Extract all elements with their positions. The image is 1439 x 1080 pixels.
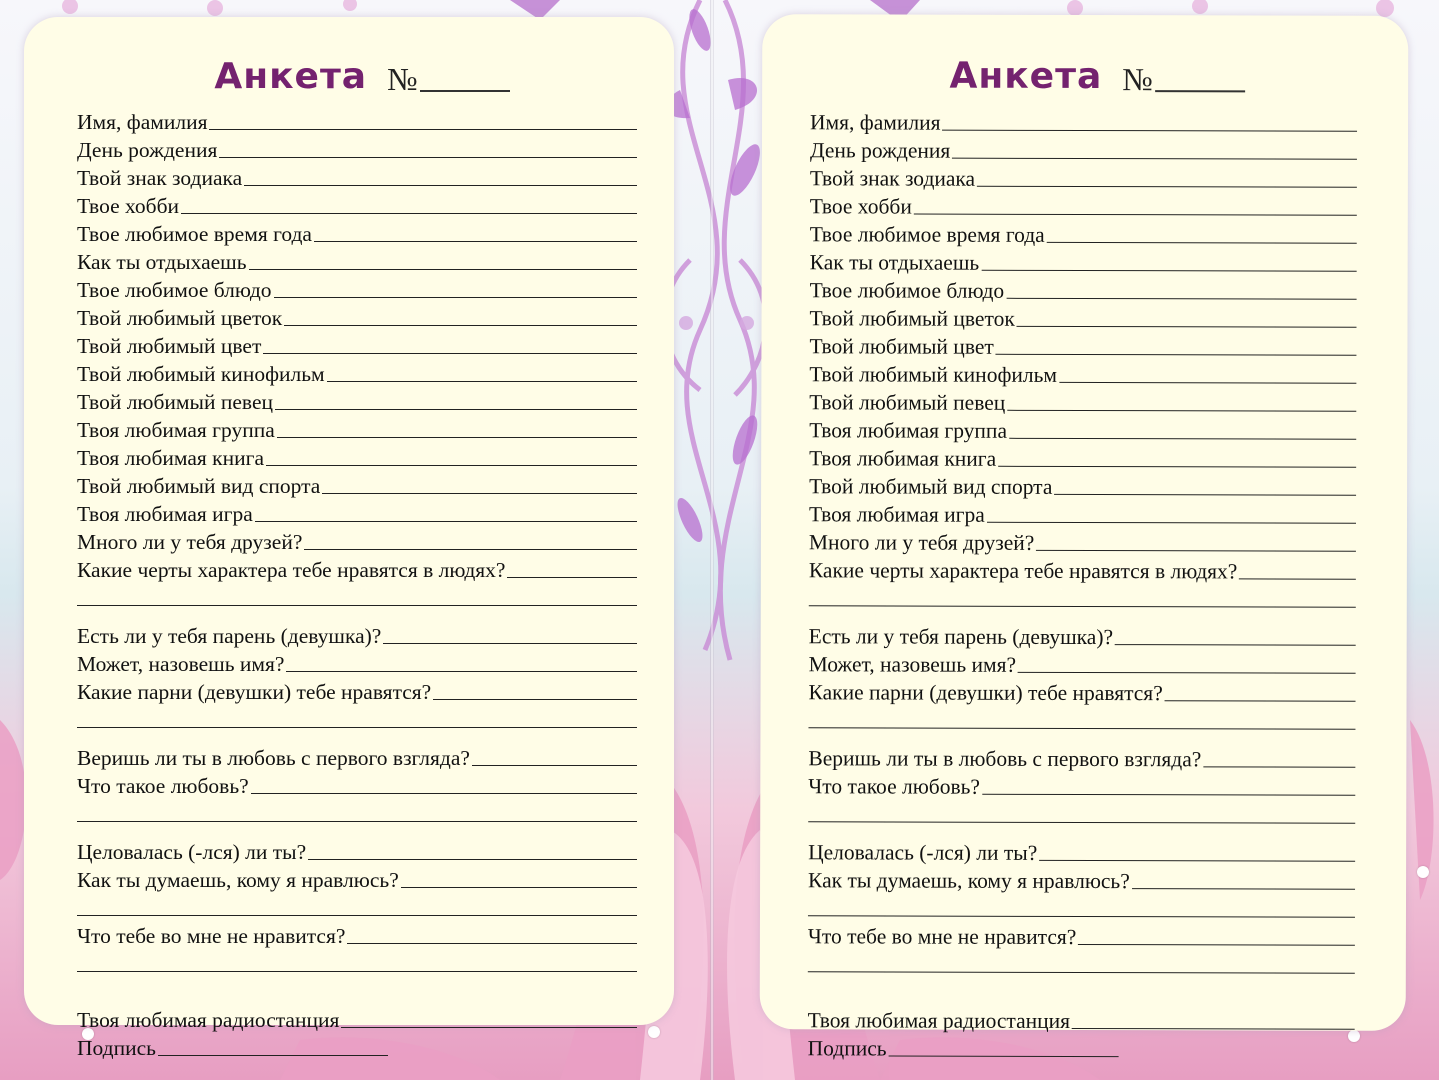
question-label: Как ты думаешь, кому я нравлюсь? (77, 867, 399, 892)
question-label: Твое любимое блюдо (809, 277, 1005, 303)
question-row (809, 329, 1356, 358)
answer-line-extra[interactable] (808, 947, 1355, 976)
answer-line[interactable] (383, 643, 637, 644)
question-label: Твоя любимая книга (809, 445, 997, 471)
question-label: Что тебе во мне не нравится? (77, 923, 346, 948)
question-label: Твой любимый цвет (809, 333, 994, 359)
question-label: Как ты думаешь, кому я нравлюсь? (808, 867, 1130, 893)
question-row (77, 385, 637, 413)
question-label: Твое хобби (77, 193, 180, 218)
answer-line[interactable] (808, 915, 1355, 917)
answer-line[interactable] (914, 214, 1357, 216)
question-row (77, 105, 637, 133)
answer-line[interactable] (1017, 326, 1357, 328)
answer-line[interactable] (1203, 766, 1355, 767)
question-row (808, 769, 1355, 798)
question-label: Есть ли у тебя парень (девушка)? (77, 623, 382, 648)
question-row (77, 741, 637, 769)
answer-line[interactable] (981, 270, 1356, 272)
answer-line[interactable] (244, 185, 637, 186)
question-label: Какие парни (девушки) тебе нравятся? (808, 679, 1163, 705)
question-row (809, 525, 1356, 554)
answer-line[interactable] (1054, 494, 1356, 496)
answer-line[interactable] (1009, 438, 1356, 440)
answer-line[interactable] (322, 493, 637, 494)
question-row (77, 497, 637, 525)
answer-line[interactable] (284, 325, 637, 326)
answer-line[interactable] (952, 158, 1357, 160)
row-gap (77, 609, 637, 619)
answer-line[interactable] (1007, 410, 1356, 412)
question-row (77, 863, 637, 891)
question-row (809, 357, 1356, 386)
answer-line[interactable] (255, 521, 637, 522)
answer-line-extra[interactable] (77, 947, 637, 975)
question-row (810, 217, 1357, 246)
question-row (77, 1003, 637, 1031)
question-row (77, 769, 637, 797)
question-row (77, 217, 637, 245)
answer-line[interactable] (219, 157, 637, 158)
answer-line[interactable] (308, 859, 637, 860)
answer-line[interactable] (1132, 888, 1355, 890)
answer-line[interactable] (433, 699, 637, 700)
question-list (77, 105, 637, 1059)
question-label: Твой знак зодиака (77, 165, 243, 190)
question-row (809, 675, 1356, 704)
answer-line-extra[interactable] (808, 703, 1355, 732)
answer-line[interactable] (996, 354, 1357, 356)
row-gap (77, 975, 637, 1003)
question-row (808, 1003, 1355, 1032)
answer-line[interactable] (263, 353, 637, 354)
answer-line[interactable] (277, 437, 637, 438)
question-row (77, 189, 637, 217)
question-row (77, 919, 637, 947)
answer-line[interactable] (943, 130, 1358, 132)
question-label: Целовалась (-лся) ли ты? (77, 839, 307, 864)
question-row (77, 301, 637, 329)
question-label: Как ты отдыхаешь (809, 249, 980, 275)
answer-line[interactable] (181, 213, 637, 214)
answer-line[interactable] (266, 465, 637, 466)
question-label: Много ли у тебя друзей? (808, 529, 1035, 555)
answer-line[interactable] (808, 821, 1355, 823)
question-row (77, 619, 637, 647)
question-label: Твой знак зодиака (809, 165, 976, 191)
question-label: Веришь ли ты в любовь с первого взгляда? (808, 745, 1202, 771)
questionnaire-page-right (760, 14, 1409, 1060)
page-header (24, 37, 674, 95)
answer-line[interactable] (209, 129, 637, 130)
answer-line-extra[interactable] (808, 797, 1355, 826)
number-sign: № (387, 61, 418, 97)
question-label: Подпись (77, 1035, 156, 1060)
question-row (810, 161, 1357, 190)
answer-line-extra[interactable] (77, 703, 637, 731)
question-label: Твоя любимая группа (77, 417, 275, 442)
question-label: Что такое любовь? (808, 773, 981, 799)
answer-line[interactable] (507, 577, 637, 578)
question-row (77, 245, 637, 273)
answer-line[interactable] (341, 1027, 637, 1028)
page-title: Анкета (949, 55, 1103, 98)
question-row (808, 919, 1355, 948)
question-label: Подпись (807, 1035, 887, 1060)
answer-line-extra[interactable] (77, 797, 637, 825)
answer-line-extra[interactable] (77, 581, 637, 609)
answer-line[interactable] (1039, 860, 1355, 862)
decorative-dot (1417, 866, 1429, 878)
question-label: Имя, фамилия (77, 109, 208, 134)
question-row (809, 469, 1356, 498)
question-label: Твоя любимая игра (77, 501, 253, 526)
answer-line[interactable] (274, 297, 637, 298)
question-row (809, 497, 1356, 526)
question-row (809, 413, 1356, 442)
question-row (77, 441, 637, 469)
questionnaire-page-left (24, 17, 674, 1060)
answer-line[interactable] (1006, 298, 1356, 300)
question-list (808, 105, 1357, 1060)
question-row (77, 133, 637, 161)
question-label: Твой любимый цветок (77, 305, 283, 330)
answer-line[interactable] (347, 943, 637, 944)
question-row (77, 835, 637, 863)
question-row (810, 105, 1357, 134)
question-label: Твое любимое время года (77, 221, 312, 246)
answer-line[interactable] (987, 522, 1356, 524)
question-row (808, 741, 1355, 770)
question-label: Может, назовешь имя? (77, 651, 285, 676)
question-row (77, 161, 637, 189)
answer-line[interactable] (1072, 1028, 1355, 1030)
question-label: Что такое любовь? (77, 773, 249, 798)
question-row (77, 647, 637, 675)
answer-line[interactable] (977, 186, 1357, 188)
question-label: Что тебе во мне не нравится? (807, 923, 1077, 949)
question-label: Какие черты характера тебе нравятся в людях? (808, 557, 1238, 583)
book-spine (710, 0, 714, 1080)
question-label: Целовалась (-лся) ли ты? (808, 839, 1038, 865)
answer-line[interactable] (286, 671, 637, 672)
answer-line[interactable] (808, 727, 1355, 729)
decorative-dot (648, 1026, 660, 1038)
answer-line[interactable] (251, 793, 637, 794)
answer-line-extra[interactable] (809, 581, 1356, 610)
row-gap (77, 731, 637, 741)
question-label: Есть ли у тебя парень (девушка)? (808, 623, 1114, 649)
question-label: Может, назовешь имя? (808, 651, 1017, 677)
question-label: Твое любимое время года (809, 221, 1045, 247)
question-row (77, 1031, 637, 1059)
answer-line[interactable] (1059, 382, 1356, 384)
answer-line[interactable] (158, 1055, 388, 1056)
question-label: Твой любимый певец (809, 389, 1006, 415)
answer-line[interactable] (472, 765, 637, 766)
question-label: Много ли у тебя друзей? (77, 529, 303, 554)
question-row (77, 469, 637, 497)
question-row (808, 863, 1355, 892)
question-row (808, 835, 1355, 864)
answer-line[interactable] (327, 381, 637, 382)
question-label: Имя, фамилия (810, 109, 941, 135)
number-sign: № (1122, 61, 1153, 98)
row-gap (808, 975, 1355, 1004)
answer-line[interactable] (77, 727, 637, 728)
question-row (77, 273, 637, 301)
answer-line[interactable] (809, 605, 1356, 607)
question-row (809, 647, 1356, 676)
question-label: Твоя любимая книга (77, 445, 264, 470)
answer-line[interactable] (304, 549, 637, 550)
question-row (810, 245, 1357, 274)
answer-line[interactable] (1047, 242, 1357, 244)
question-label: Какие парни (девушки) тебе нравятся? (77, 679, 432, 704)
question-row (810, 301, 1357, 330)
question-row (77, 553, 637, 581)
question-label: Твой любимый цветок (809, 305, 1015, 331)
answer-line[interactable] (77, 915, 637, 916)
number-blank[interactable] (1155, 90, 1245, 92)
question-label: Твое хобби (809, 193, 912, 219)
question-row (810, 133, 1357, 162)
question-row (77, 329, 637, 357)
answer-line[interactable] (1078, 944, 1355, 946)
answer-line[interactable] (314, 241, 637, 242)
question-row (77, 675, 637, 703)
answer-line[interactable] (1036, 550, 1356, 552)
question-row (77, 413, 637, 441)
question-row (77, 525, 637, 553)
answer-line[interactable] (808, 971, 1355, 973)
question-label: Твой любимый вид спорта (77, 473, 321, 498)
answer-line[interactable] (1239, 578, 1356, 579)
question-label: День рождения (77, 137, 218, 162)
answer-line[interactable] (249, 269, 637, 270)
question-label: Твой любимый певец (77, 389, 273, 414)
answer-line[interactable] (401, 887, 637, 888)
question-label: Твоя любимая группа (809, 417, 1008, 443)
page-header (762, 36, 1408, 96)
answer-line[interactable] (77, 971, 637, 972)
question-row (809, 385, 1356, 414)
question-label: Твое любимое блюдо (77, 277, 272, 302)
answer-line[interactable] (998, 466, 1356, 468)
answer-line[interactable] (889, 1055, 1119, 1057)
number-blank[interactable] (420, 90, 510, 92)
row-gap (77, 825, 637, 835)
question-label: Твоя любимая игра (808, 501, 985, 527)
answer-line[interactable] (275, 409, 637, 410)
question-row (809, 619, 1356, 648)
question-label: Веришь ли ты в любовь с первого взгляда? (77, 745, 470, 770)
answer-line[interactable] (77, 821, 637, 822)
question-label: День рождения (809, 137, 951, 163)
answer-line[interactable] (982, 794, 1355, 796)
question-label: Какие черты характера тебе нравятся в людях? (77, 557, 506, 582)
question-label: Твоя любимая радиостанция (807, 1007, 1071, 1033)
question-label: Твоя любимая радиостанция (77, 1007, 340, 1032)
question-row (810, 273, 1357, 302)
question-label: Твой любимый кинофильм (809, 361, 1058, 387)
question-label: Как ты отдыхаешь (77, 249, 247, 274)
question-label: Твой любимый кинофильм (77, 361, 325, 386)
answer-line[interactable] (77, 605, 637, 606)
question-row (77, 357, 637, 385)
answer-line-extra[interactable] (808, 891, 1355, 920)
question-label: Твой любимый вид спорта (809, 473, 1053, 499)
answer-line[interactable] (1115, 644, 1356, 646)
question-label: Твой любимый цвет (77, 333, 262, 358)
question-row (808, 1031, 1355, 1060)
page-title: Анкета (214, 56, 368, 97)
question-row (809, 441, 1356, 470)
answer-line-extra[interactable] (77, 891, 637, 919)
question-row (809, 553, 1356, 582)
answer-line[interactable] (1165, 700, 1356, 701)
answer-line[interactable] (1018, 672, 1356, 674)
question-row (810, 189, 1357, 218)
